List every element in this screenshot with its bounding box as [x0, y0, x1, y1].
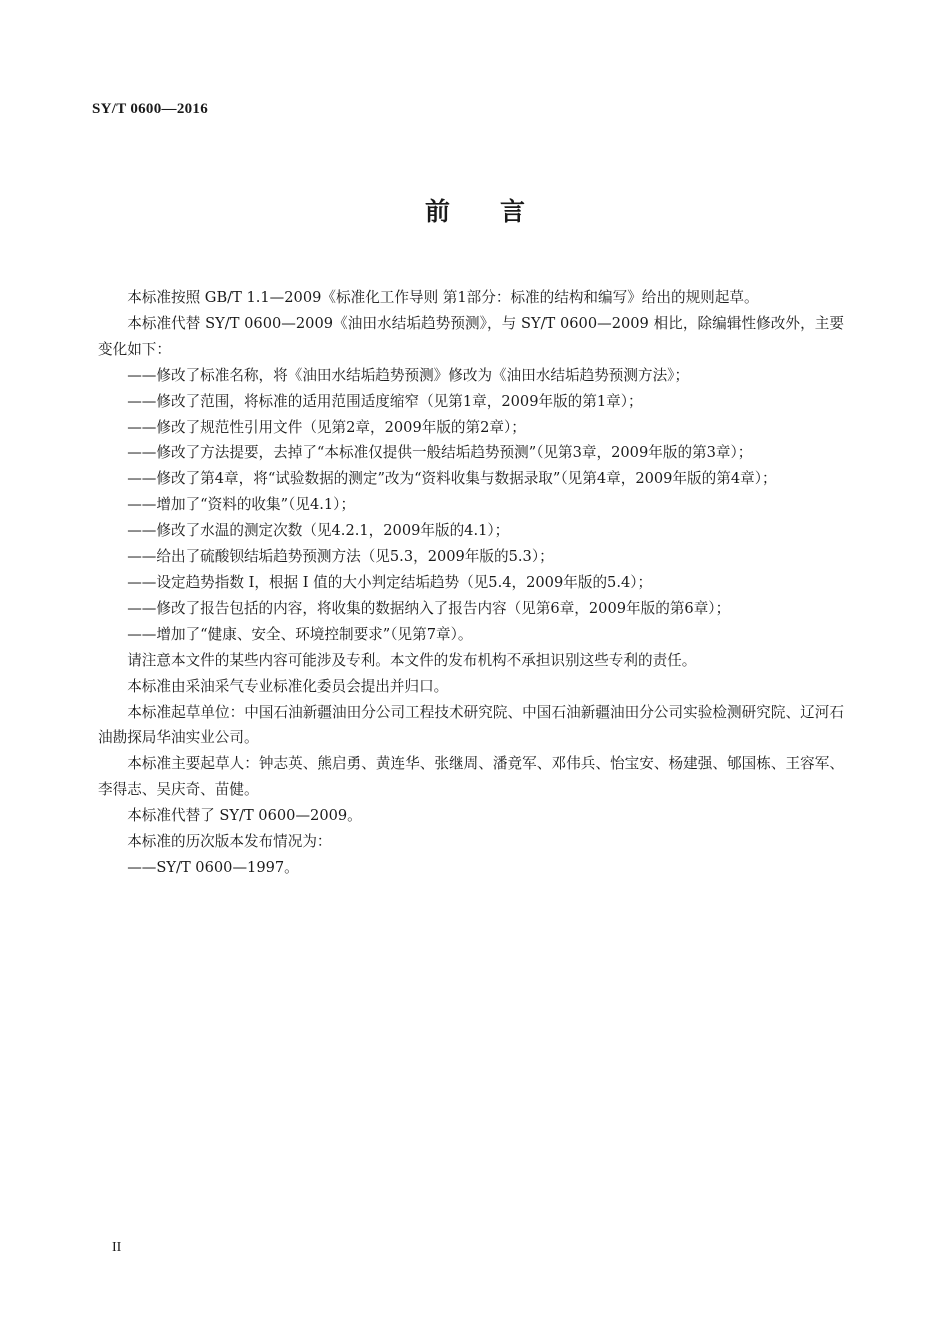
- paragraph-drafters: 本标准主要起草人：钟志英、熊启勇、黄连华、张继周、潘竟军、邓伟兵、怡宝安、杨建强、郇国栋、王容军、李得志、吴庆奇、苗健。: [98, 755, 844, 799]
- list-item: ——增加了“健康、安全、环境控制要求”（见第7章）。: [127, 625, 473, 643]
- paragraph-committee: 本标准由采油采气专业标准化委员会提出并归口。: [127, 677, 449, 695]
- list-item: ——修改了范围，将标准的适用范围适度缩窄（见第1章，2009年版的第1章）；: [127, 392, 643, 410]
- list-item: ——修改了水温的测定次数（见4.2.1，2009年版的4.1）；: [127, 522, 510, 540]
- foreword-body: [98, 285, 844, 881]
- page-title: [0, 192, 950, 228]
- list-item: ——修改了报告包括的内容，将收集的数据纳入了报告内容（见第6章，2009年版的第6章）；: [127, 599, 731, 617]
- paragraph-history-intro: 本标准的历次版本发布情况为：: [127, 833, 332, 851]
- standard-code-header: SY/T 0600—2016: [92, 101, 209, 117]
- list-item: ——修改了规范性引用文件（见第2章，2009年版的第2章）；: [127, 418, 526, 436]
- title-char-1: 前: [424, 197, 450, 226]
- history-item: ——SY/T 0600—1997。: [127, 858, 299, 876]
- paragraph-supersedes: 本标准代替了 SY/T 0600—2009。: [127, 807, 362, 825]
- paragraph-replacement: 本标准代替 SY/T 0600—2009《油田水结垢趋势预测》，与 SY/T 0600—2009 相比，除编辑性修改外，主要变化如下：: [98, 314, 844, 358]
- paragraph-drafting-rules: 本标准按照 GB/T 1.1—2009《标准化工作导则 第1部分：标准的结构和编写》给出的规则起草。: [127, 289, 759, 306]
- list-item: ——修改了第4章，将“试验数据的测定”改为“资料收集与数据录取”（见第4章，2009年版的第4章）；: [127, 470, 777, 488]
- list-item: ——给出了硫酸钡结垢趋势预测方法（见5.3，2009年版的5.3）；: [127, 548, 554, 566]
- list-item: ——设定趋势指数 I，根据 I 值的大小判定结垢趋势（见5.4，2009年版的5.4）；: [127, 573, 653, 591]
- title-char-2: 言: [500, 197, 526, 226]
- paragraph-patent-notice: 请注意本文件的某些内容可能涉及专利。本文件的发布机构不承担识别这些专利的责任。: [127, 651, 697, 669]
- page-number: II: [112, 1240, 122, 1255]
- paragraph-drafting-units: 本标准起草单位：中国石油新疆油田分公司工程技术研究院、中国石油新疆油田分公司实验检测研究院、辽河石油勘探局华油实业公司。: [98, 703, 844, 747]
- list-item: ——修改了标准名称，将《油田水结垢趋势预测》修改为《油田水结垢趋势预测方法》；: [127, 366, 690, 384]
- list-item: ——修改了方法提要，去掉了“本标准仅提供一般结垢趋势预测”（见第3章，2009年版的第3章）；: [127, 444, 753, 462]
- list-item: ——增加了“资料的收集”（见4.1）；: [127, 496, 356, 514]
